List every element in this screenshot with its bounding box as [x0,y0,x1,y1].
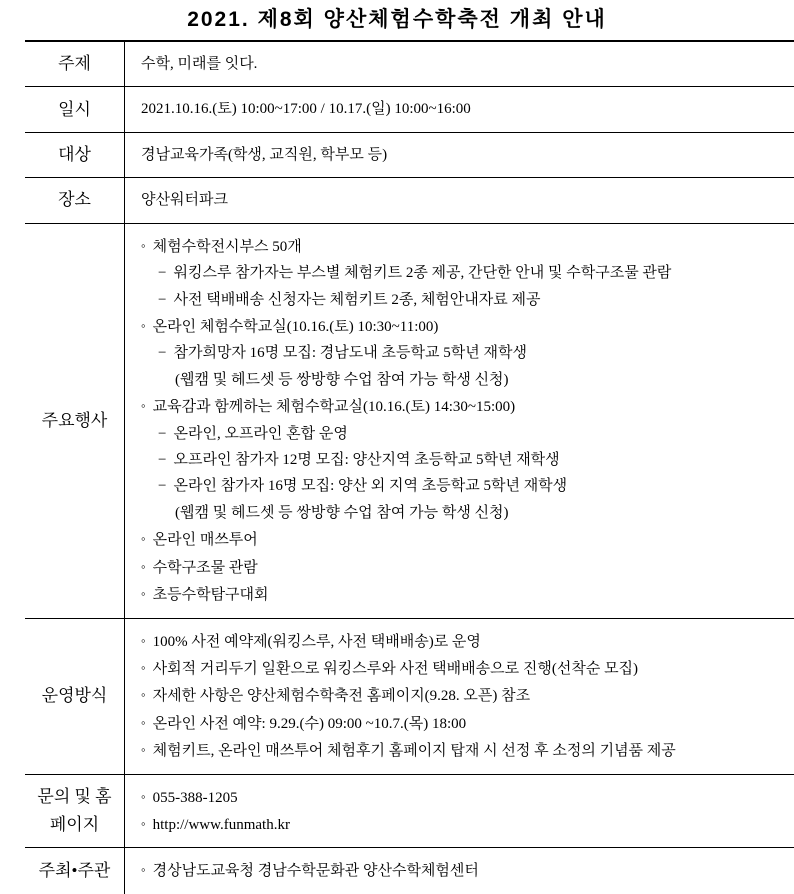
item-text: (웹캠 및 헤드셋 등 쌍방향 수업 참여 가능 학생 신청) [175,504,509,521]
row-label: 주최•주관 [25,848,125,893]
item-text: 온라인 참가자 16명 모집: 양산 외 지역 초등학교 5학년 재학생 [173,478,568,495]
row-label: 운영방식 [25,619,125,774]
row-content [125,224,794,618]
dash-icon: − [158,291,167,308]
list-item [158,260,786,286]
row-content [125,87,794,131]
row-content [125,42,794,86]
dash-icon: − [158,345,167,362]
info-table [25,40,794,894]
list-item [141,554,786,581]
dash-icon: − [158,265,167,282]
bullet-icon: ◦ [141,531,146,547]
item-text: 오프라인 참가자 12명 모집: 양산지역 초등학교 5학년 재학생 [173,452,560,469]
list-item [141,526,786,553]
bullet-icon: ◦ [141,862,146,878]
row-text: 수학, 미래를 잇다. [141,56,258,72]
row-text: 경남교육가족(학생, 교직원, 학부모 등) [141,146,388,163]
item-text: 사전 택배배송 신청자는 체험키트 2종, 체험안내자료 제공 [173,291,541,308]
item-text: 100% 사전 예약제(워킹스루, 사전 택배배송)로 운영 [152,633,481,650]
item-text: 체험키트, 온라인 매쓰투어 체험후기 홈페이지 탑재 시 선정 후 소정의 기념품 제공 [152,743,676,760]
item-text: 초등수학탐구대회 [152,587,269,604]
bullet-icon: ◦ [141,714,146,730]
dash-icon: − [158,452,167,469]
bullet-icon: ◦ [141,660,146,676]
item-text: 055-388-1205 [152,789,238,806]
dash-icon: − [158,478,167,495]
row-text: 양산워터파크 [141,192,228,209]
item-text: 체험수학전시부스 50개 [152,238,302,255]
item-text: 워킹스루 참가자는 부스별 체험키트 2종 제공, 간단한 안내 및 수학구조물 관람 [173,265,672,282]
row-content [125,133,794,177]
item-text: 온라인 체험수학교실(10.16.(토) 10:30~11:00) [152,319,439,335]
bullet-icon: ◦ [141,816,146,832]
item-text: 참가희망자 16명 모집: 경남도내 초등학교 5학년 재학생 [173,345,527,362]
bullet-icon: ◦ [141,398,146,414]
table-row [25,619,794,775]
list-item [175,500,786,526]
bullet-icon: ◦ [141,632,146,648]
row-content [125,178,794,222]
bullet-icon: ◦ [141,687,146,703]
row-label: 일시 [25,87,125,131]
table-row [25,42,794,87]
list-item [141,784,786,811]
list-item [141,682,786,709]
list-item [158,287,786,313]
list-item [141,655,786,682]
list-item [141,628,786,655]
bullet-icon: ◦ [141,237,146,253]
item-text: 온라인, 오프라인 혼합 운영 [173,425,348,442]
list-item [141,710,786,737]
item-text: 교육감과 함께하는 체험수학교실(10.16.(토) 14:30~15:00) [152,399,516,416]
item-text: 수학구조물 관람 [152,559,258,576]
table-row [25,775,794,849]
list-item [158,447,786,473]
table-row [25,224,794,619]
list-item [141,581,786,608]
item-text: http://www.funmath.kr [152,817,290,834]
item-text: 온라인 사전 예약: 9.29.(수) 09:00 ~10.7.(목) 18:00 [152,715,467,732]
list-item [141,737,786,764]
list-item [141,313,786,340]
list-item [141,393,786,420]
table-row [25,178,794,223]
item-text: 자세한 사항은 양산체험수학축전 홈페이지(9.28. 오픈) 참조 [152,688,531,705]
list-item [158,473,786,499]
item-text: 경상남도교육청 경남수학문화관 양산수학체험센터 [152,863,479,880]
list-item [158,340,786,366]
row-label: 대상 [25,133,125,177]
bullet-icon: ◦ [141,318,146,333]
bullet-icon: ◦ [141,742,146,758]
bullet-icon: ◦ [141,558,146,574]
bullet-icon: ◦ [141,788,146,804]
table-row [25,87,794,132]
list-item [141,857,786,884]
item-text: 사회적 거리두기 일환으로 워킹스루와 사전 택배배송으로 진행(선착순 모집) [152,661,639,678]
list-item [158,421,786,447]
bullet-icon: ◦ [141,586,146,602]
item-text: (웹캠 및 헤드셋 등 쌍방향 수업 참여 가능 학생 신청) [175,371,509,388]
dash-icon: − [158,425,167,442]
item-text: 온라인 매쓰투어 [152,532,258,549]
row-label: 주요행사 [25,224,125,618]
row-label: 문의 및 홈페이지 [25,775,125,848]
row-content [125,775,794,848]
row-content [125,848,794,893]
row-content [125,619,794,774]
list-item [175,367,786,393]
row-label: 장소 [25,178,125,222]
page-title: 2021. 제8회 양산체험수학축전 개최 안내 [187,8,607,31]
list-item [141,233,786,260]
table-row [25,848,794,893]
row-label: 주제 [25,42,125,86]
row-text: 2021.10.16.(토) 10:00~17:00 / 10.17.(일) 10:00~16:00 [141,101,471,118]
table-row [25,133,794,178]
list-item [141,811,786,838]
